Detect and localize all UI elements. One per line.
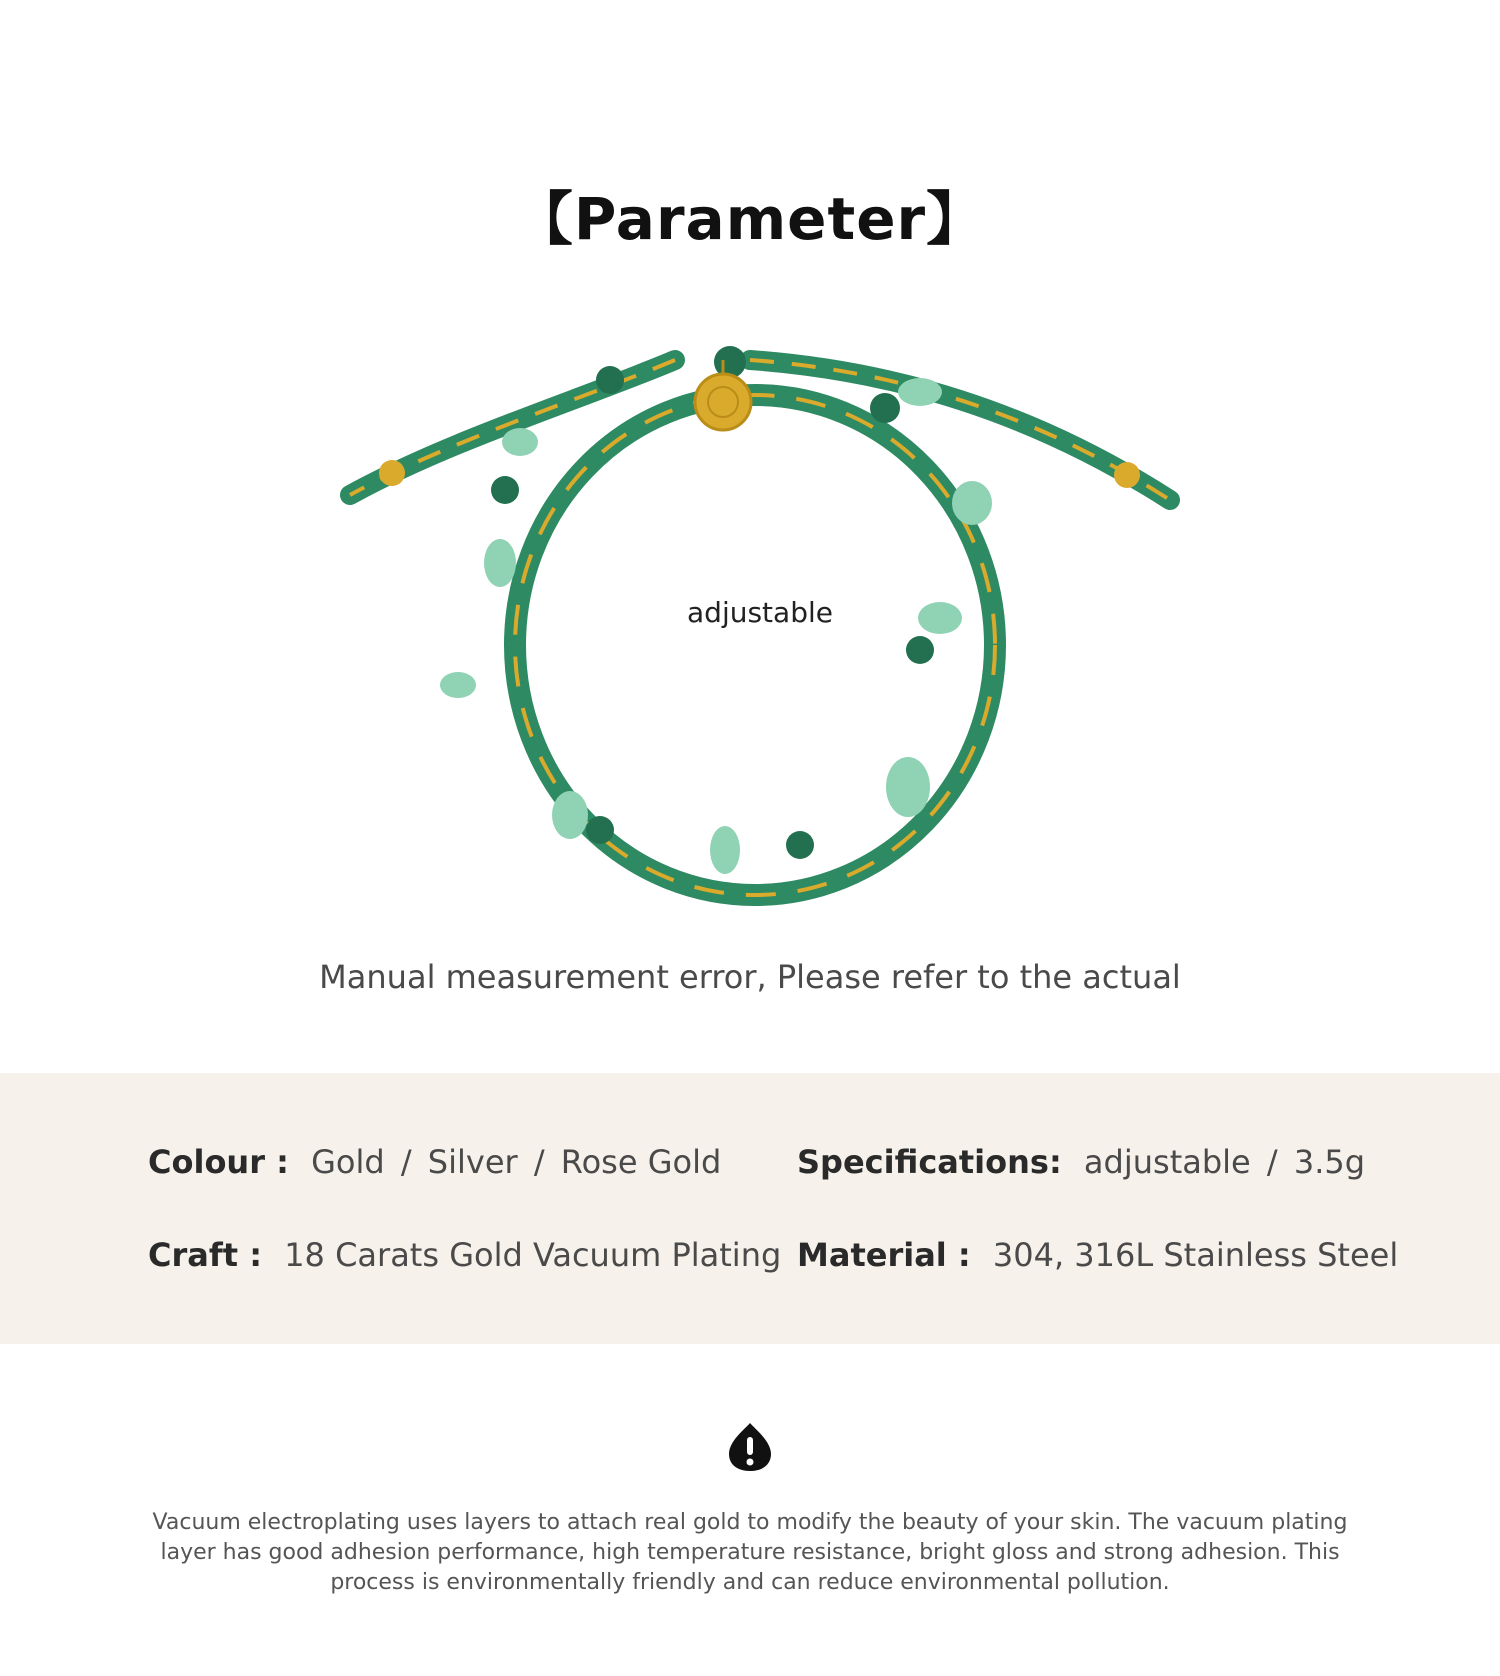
spec-colour-value-gold: Gold: [311, 1143, 385, 1181]
spec-specifications-label: Specifications:: [797, 1143, 1062, 1181]
measurement-note: Manual measurement error, Please refer to the actual: [319, 958, 1181, 996]
spec-material-value: 304, 316L Stainless Steel: [992, 1236, 1399, 1274]
page-title: 【Parameter】: [514, 185, 986, 253]
spec-material-label: Material :: [797, 1236, 971, 1274]
spec-colour-label: Colour :: [148, 1143, 289, 1181]
spec-craft: [148, 1236, 781, 1274]
plating-description: Vacuum electroplating uses layers to attach real gold to modify the beauty of your skin. The vacuum plating layer has good adhesion performance, high temperature resistance, bright gloss and strong adhesion. This process is environmentally friendly and can reduce environmental pollution.: [152, 1510, 1348, 1595]
spec-colour-value-silver: Silver: [427, 1143, 518, 1181]
spec-craft-value: 18 Carats Gold Vacuum Plating: [284, 1236, 782, 1274]
exclamation-icon: [727, 1421, 773, 1473]
bracelet-image: [330, 320, 1190, 940]
spec-colour: Colour : Gold / Silver / Rose Gold: [148, 1143, 722, 1181]
spec-material: [797, 1236, 1398, 1274]
spec-panel: [0, 1073, 1500, 1344]
spec-colour-value-rose-gold: Rose Gold: [560, 1143, 722, 1181]
spec-specifications-value-weight: 3.5g: [1293, 1143, 1366, 1181]
spec-craft-label: Craft :: [148, 1236, 263, 1274]
size-label: adjustable: [687, 596, 833, 629]
spec-specifications: Specifications: adjustable / 3.5g: [797, 1143, 1366, 1181]
spec-specifications-value-size: adjustable: [1083, 1143, 1251, 1181]
